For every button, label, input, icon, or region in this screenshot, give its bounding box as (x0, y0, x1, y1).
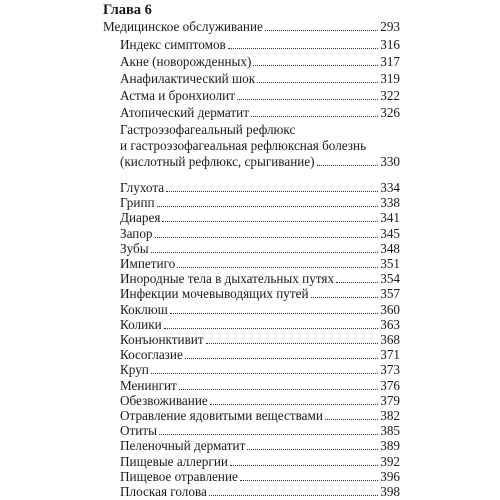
toc-entry (120, 362, 400, 378)
toc-entry-title: Менингит (120, 377, 177, 393)
toc-entry-page: 317 (380, 54, 400, 69)
toc-entry-page: 363 (380, 316, 400, 332)
leader-dots (230, 465, 378, 466)
leader-dots (177, 267, 378, 268)
toc-entry (120, 88, 400, 104)
toc-entry (120, 256, 400, 272)
toc-entry-page: 373 (380, 362, 400, 378)
leader-dots (240, 480, 378, 481)
toc-entry-title: Обезвоживание (120, 392, 208, 408)
toc-entry-title: Косоглазие (120, 347, 183, 363)
toc-entry-title: Плоская голова (120, 484, 207, 499)
toc-entry-title: Пищевые аллергии (120, 453, 228, 469)
toc-entry-page: 385 (380, 423, 400, 439)
leader-dots (185, 358, 378, 359)
leader-dots (311, 297, 379, 298)
toc-entry (120, 438, 400, 454)
leader-dots (151, 373, 378, 374)
toc-entry (120, 71, 400, 87)
toc-entry-page: 360 (380, 301, 400, 317)
chapter-heading: Глава 6 (103, 2, 152, 18)
leader-dots (257, 82, 378, 83)
toc-entry-page: 368 (380, 332, 400, 347)
toc-entry-page: 392 (380, 453, 400, 469)
toc-entry (120, 195, 400, 211)
toc-entry-title: Коклюш (120, 301, 168, 317)
leader-dots (251, 116, 378, 117)
toc-entry-page: 398 (380, 484, 400, 499)
toc-entry-last-line (120, 154, 400, 170)
toc-entry-title: Отравление ядовитыми веществами (120, 408, 323, 423)
toc-entry-title: Круп (120, 362, 149, 378)
toc-entry (120, 378, 400, 394)
leader-dots (159, 434, 378, 435)
toc-entry (120, 105, 400, 121)
toc-entry-page: 330 (380, 154, 400, 169)
leader-dots (155, 237, 379, 238)
toc-entry-page: 338 (380, 195, 400, 211)
toc-entry-page: 354 (380, 271, 400, 287)
leader-dots (166, 191, 378, 192)
toc-entry-page: 319 (380, 71, 400, 86)
toc-entry-title: Акне (новорожденных) (120, 54, 252, 69)
toc-entry-title: Пеленочный дерматит (120, 438, 246, 454)
toc-entry-title: Грипп (120, 195, 155, 211)
toc-entry (120, 286, 400, 302)
toc-entry-page: 334 (380, 180, 400, 195)
leader-dots (210, 404, 378, 405)
leader-dots (157, 206, 379, 207)
toc-entry-page: 326 (380, 105, 400, 120)
toc-entry-page: 322 (380, 88, 400, 103)
toc-section-entry (103, 19, 400, 35)
toc-entry (120, 423, 400, 439)
toc-entry-page: 371 (380, 347, 400, 363)
toc-entry-title: Запор (120, 225, 153, 241)
toc-entry-page: 382 (380, 408, 400, 423)
toc-entry-page: 379 (380, 392, 400, 408)
toc-entry-title: Инфекции мочевыводящих путей (120, 286, 309, 302)
leader-dots (265, 30, 378, 31)
toc-entry-page: 348 (380, 240, 400, 256)
toc-entry-title: Колики (120, 316, 162, 332)
toc-entry (120, 469, 400, 485)
toc-entry (120, 302, 400, 318)
toc-entry-title: Конъюнктивит (120, 332, 204, 347)
toc-entry (120, 54, 400, 70)
leader-dots (151, 252, 379, 253)
toc-entry (120, 37, 400, 53)
toc-entry-page: 316 (380, 37, 400, 52)
toc-entry-page: 376 (380, 377, 400, 393)
toc-entry (120, 180, 400, 196)
toc-entry-title: Анафилактический шок (120, 71, 256, 86)
toc-entry-page: 389 (380, 438, 400, 454)
leader-dots (253, 65, 378, 66)
leader-dots (209, 495, 378, 496)
leader-dots (164, 328, 379, 329)
toc-entry-title: Импетиго (120, 256, 176, 271)
leader-dots (162, 221, 378, 222)
toc-entry-page: 351 (380, 256, 400, 271)
toc-entry-title: Атопический дерматит (120, 105, 249, 120)
toc-entry-page: 396 (380, 468, 400, 484)
toc-entry-title: Инородные тела в дыхательных путях (120, 271, 335, 287)
leader-dots (179, 389, 378, 390)
leader-dots (170, 313, 378, 314)
toc-section-title: Медицинское обслуживание (103, 19, 263, 34)
toc-entry (120, 408, 400, 424)
toc-entry (120, 454, 400, 470)
toc-entry (120, 210, 400, 226)
leader-dots (206, 343, 379, 344)
toc-entry-title: Глухота (120, 180, 165, 195)
toc-entry-title: Астма и бронхиолит (120, 88, 235, 103)
toc-entry-page: 345 (380, 225, 400, 241)
toc-entry (120, 241, 400, 257)
toc-entry-title-line: (кислотный рефлюкс, срыгивание) (120, 154, 315, 169)
toc-entry-page: 357 (380, 286, 400, 302)
toc-entry (120, 226, 400, 242)
toc-section-page: 293 (380, 19, 400, 34)
toc-entry-title: Индекс симптомов (120, 37, 226, 52)
toc-entry (120, 484, 400, 500)
leader-dots (228, 48, 378, 49)
leader-dots (325, 419, 378, 420)
toc-entry-title: Диарея (120, 210, 161, 226)
toc-entry (120, 347, 400, 363)
leader-dots (336, 282, 378, 283)
toc-entry (120, 393, 400, 409)
leader-dots (317, 165, 379, 166)
toc-entry-title: Отиты (120, 423, 157, 439)
leader-dots (247, 449, 378, 450)
toc-entry (120, 317, 400, 333)
toc-entry-page: 341 (380, 210, 400, 226)
toc-entry-title: Пищевое отравление (120, 468, 238, 484)
toc-entry-title-line: и гастроэзофагеальная рефлюксная болезнь (120, 138, 367, 153)
toc-entry-title: Зубы (120, 240, 149, 256)
leader-dots (237, 99, 378, 100)
toc-entry (120, 332, 400, 348)
toc-entry-multiline (120, 122, 400, 170)
toc-entry-title-line: Гастроэзофагеальный рефлюкс (120, 122, 296, 137)
toc-entry (120, 271, 400, 287)
